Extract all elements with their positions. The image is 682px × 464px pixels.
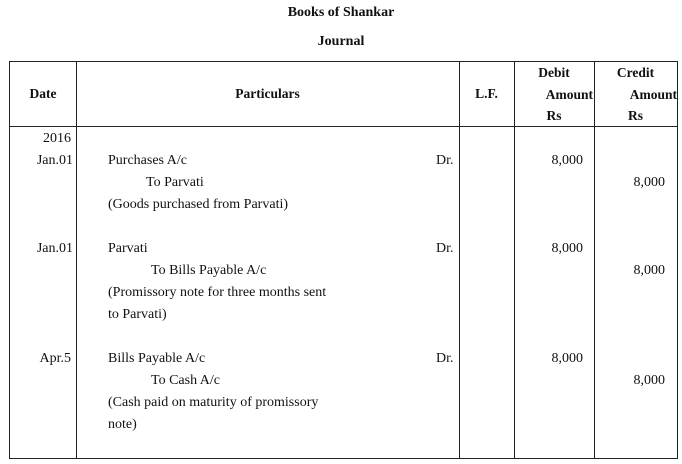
- header-credit-line1: Credit: [616, 65, 655, 80]
- entry-debit-amount: 8,000: [551, 153, 583, 168]
- entry-date: Apr.5: [39, 351, 71, 366]
- header-particulars: Particulars: [235, 86, 300, 101]
- header-debit-line1: Debit: [538, 65, 570, 80]
- entry-debit-amount: 8,000: [551, 351, 583, 366]
- entry-debit-account: Bills Payable A/c: [108, 351, 206, 366]
- entry-narration-cont: note): [108, 417, 137, 432]
- entry-credit-amount: 8,000: [633, 175, 665, 190]
- entry-credit-account: To Cash A/c: [151, 373, 221, 388]
- entry-narration: (Cash paid on maturity of promissory: [108, 395, 319, 410]
- header-lf: L.F.: [475, 86, 498, 101]
- entry-dr-marker: Dr.: [436, 241, 454, 256]
- entry-credit-account: To Bills Payable A/c: [151, 263, 267, 278]
- header-date: Date: [29, 86, 57, 101]
- entry-debit-account: Parvati: [108, 241, 148, 256]
- header-credit-line3: Rs: [627, 108, 643, 123]
- column-divider: [459, 62, 460, 458]
- entry-narration: (Promissory note for three months sent: [108, 285, 327, 300]
- entry-debit-account: Purchases A/c: [108, 153, 187, 168]
- entry-date: Jan.01: [36, 241, 73, 256]
- journal-table: [9, 61, 678, 459]
- entry-credit-account: To Parvati: [146, 175, 204, 190]
- entry-credit-amount: 8,000: [633, 373, 665, 388]
- entry-dr-marker: Dr.: [436, 351, 454, 366]
- entry-dr-marker: Dr.: [436, 153, 454, 168]
- column-divider: [76, 62, 77, 458]
- header-credit-line2: Amount: [629, 87, 677, 102]
- entry-credit-amount: 8,000: [633, 263, 665, 278]
- header-debit-line2: Amount: [545, 87, 593, 102]
- journal-title: Journal: [317, 34, 365, 49]
- entry-date: Jan.01: [36, 153, 73, 168]
- entry-debit-amount: 8,000: [551, 241, 583, 256]
- book-title: Books of Shankar: [287, 5, 395, 20]
- year-label: 2016: [43, 131, 71, 146]
- header-debit-line3: Rs: [546, 108, 562, 123]
- entry-narration-cont: to Parvati): [108, 307, 167, 322]
- entry-narration: (Goods purchased from Parvati): [108, 197, 289, 212]
